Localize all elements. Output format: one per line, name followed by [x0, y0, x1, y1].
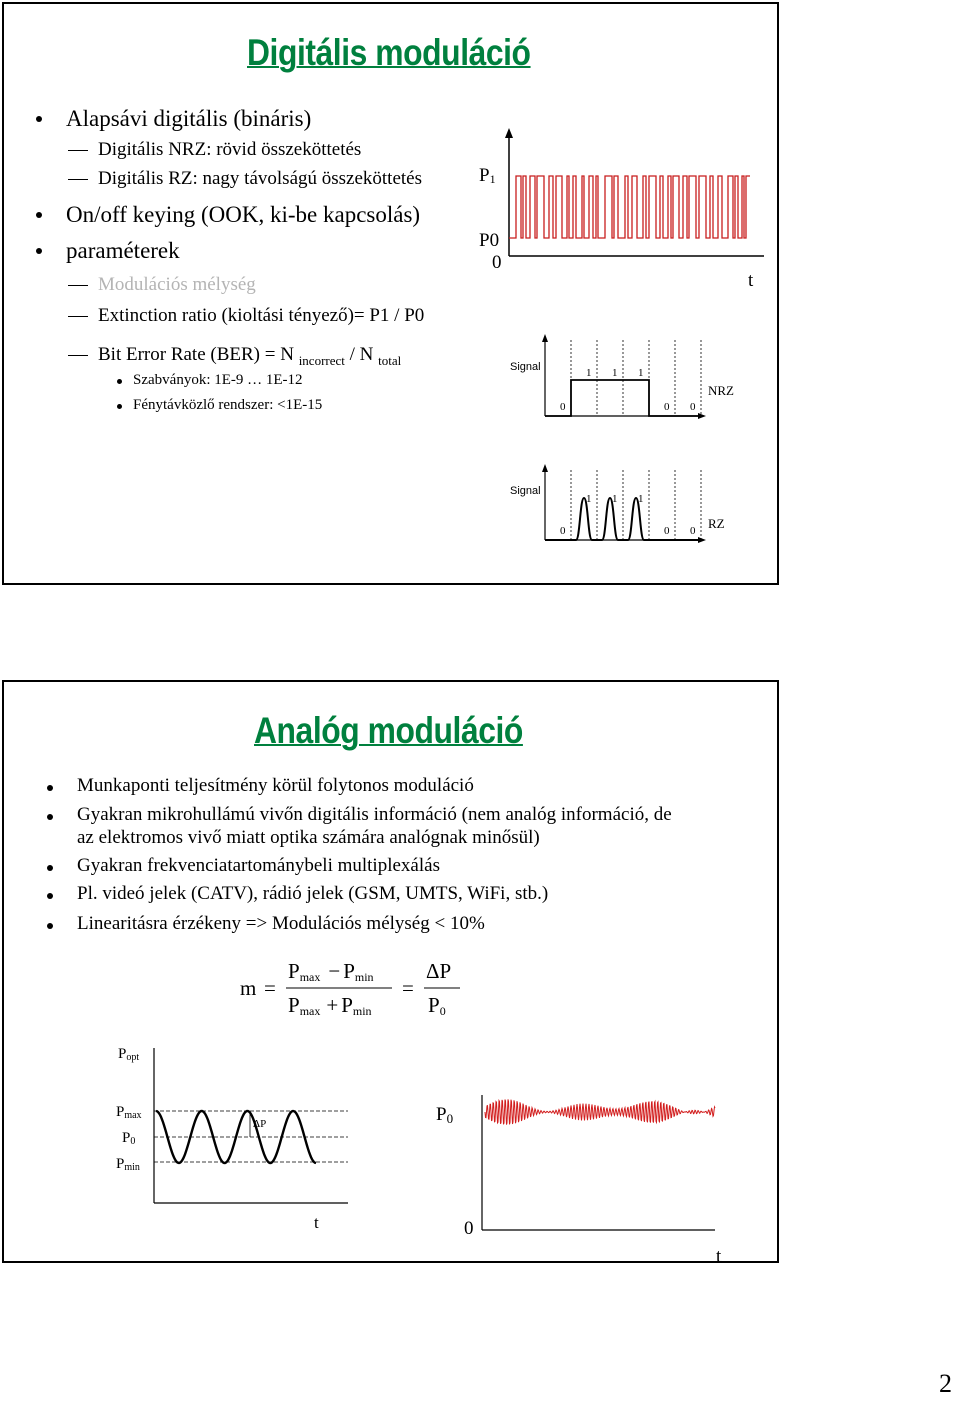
rz-signal-plot — [502, 462, 762, 572]
sine-level-lines — [154, 1111, 348, 1162]
rf-t-label: t — [716, 1246, 722, 1267]
ook-zero-label: 0 — [492, 252, 502, 273]
ber-text: Bit Error Rate (BER) — [98, 344, 265, 365]
bullet-parameters: paraméterek — [66, 238, 180, 263]
sine-modulation-plot — [112, 1038, 372, 1238]
rf-zero-label: 0 — [464, 1218, 474, 1239]
rz-bit-4: 1 — [638, 493, 644, 505]
bullet-ook: On/off keying (OOK, ki-be kapcsolás) — [66, 202, 421, 227]
slide-title: Analóg moduláció — [254, 710, 523, 751]
ook-p1-label: P1 — [479, 165, 496, 186]
rz-bit-6: 0 — [690, 525, 696, 537]
nrz-y-arrow — [542, 334, 548, 342]
nrz-bit-5: 0 — [664, 401, 670, 413]
slide-title: Digitális moduláció — [247, 32, 531, 73]
bullet-fdm: Gyakran frekvenciatartománybeli multiplexálás — [77, 855, 440, 876]
rz-signal-label: Signal — [510, 485, 541, 497]
formula-numerator: Pmax − Pmin — [288, 959, 374, 984]
pmin-label: Pmin — [116, 1156, 140, 1173]
nrz-bit-2: 1 — [586, 367, 592, 379]
page-number: 2 — [939, 1369, 952, 1398]
nrz-bit-labels — [560, 367, 696, 413]
nrz-bit-4: 1 — [638, 367, 644, 379]
rf-trace — [485, 1099, 715, 1124]
sub-sub-bullet-standards: Szabványok: 1E-9 … 1E-12 — [133, 372, 303, 388]
bullet-operating-point: Munkaponti teljesítmény körül folytonos moduláció — [77, 775, 474, 796]
sub-bullet-nrz: Digitális NRZ: rövid összeköttetés — [98, 139, 362, 160]
bullet-examples: Pl. videó jelek (CATV), rádió jelek (GSM, UMTS, WiFi, stb.) — [77, 883, 549, 904]
nrz-signal-label: Signal — [510, 361, 541, 373]
rz-bit-5: 0 — [664, 525, 670, 537]
sub-bullet-ber — [98, 344, 401, 369]
rz-bit-1: 0 — [560, 525, 566, 537]
rz-bit-gridlines — [571, 470, 701, 540]
rz-label: RZ — [708, 516, 725, 531]
formula-equals-2: = — [402, 976, 414, 1000]
bullet-linearity: Linearitásra érzékeny => Modulációs mélység < 10% — [77, 913, 485, 934]
formula-equals-1: = — [264, 976, 276, 1000]
ber-equals: = N — [264, 344, 299, 365]
sub-bullet-rz: Digitális RZ: nagy távolságú összeköttetés — [98, 168, 423, 189]
sub-bullet-modulation-depth: Modulációs mélység — [98, 274, 256, 295]
sine-t-label: t — [314, 1213, 319, 1232]
modulation-depth-formula — [236, 952, 516, 1022]
rf-signal-plot — [430, 1090, 730, 1270]
bullet-microwave-carrier: Gyakran mikrohullámú vivőn digitális információ (nem analóg információ, de — [77, 804, 672, 825]
p0-label: P0 — [122, 1130, 136, 1147]
ook-signal-plot — [474, 126, 774, 291]
sub-sub-bullet-fiber-system: Fénytávközlő rendszer: <1E-15 — [133, 397, 323, 413]
ook-p0-label: P0 — [479, 230, 500, 251]
ber-incorrect: incorrect — [298, 352, 345, 368]
bullet-baseband: Alapsávi digitális (bináris) — [66, 106, 312, 131]
nrz-bit-3: 1 — [612, 367, 618, 379]
rz-y-arrow — [542, 464, 548, 472]
nrz-bit-1: 0 — [560, 401, 566, 413]
nrz-label: NRZ — [708, 383, 734, 398]
rz-bit-2: 1 — [586, 493, 592, 505]
rz-bit-3: 1 — [612, 493, 618, 505]
nrz-bit-6: 0 — [690, 401, 696, 413]
nrz-signal-plot — [502, 332, 762, 452]
ook-y-arrow — [505, 128, 513, 138]
formula-denominator: Pmax + Pmin — [288, 993, 372, 1018]
sub-bullet-extinction-ratio: Extinction ratio (kioltási tényező)= P1 / P0 — [98, 305, 425, 326]
bullet-microwave-carrier-cont: az elektromos vivő miatt optika számára analógnak minősül) — [77, 827, 540, 848]
pmax-label: Pmax — [116, 1104, 142, 1121]
ber-total: total — [378, 352, 402, 368]
ber-slash: / N — [344, 344, 379, 365]
ook-trace — [509, 176, 750, 238]
ook-t-label: t — [748, 270, 754, 291]
popt-label: Popt — [118, 1046, 140, 1063]
slide-digital-modulation — [2, 2, 779, 585]
formula-m: m — [240, 976, 257, 1000]
formula-delta-p: ΔP — [426, 959, 452, 983]
delta-p-label: ΔP — [253, 1118, 267, 1130]
rf-p0-label: P0 — [436, 1104, 454, 1126]
formula-p0: P0 — [428, 993, 446, 1018]
